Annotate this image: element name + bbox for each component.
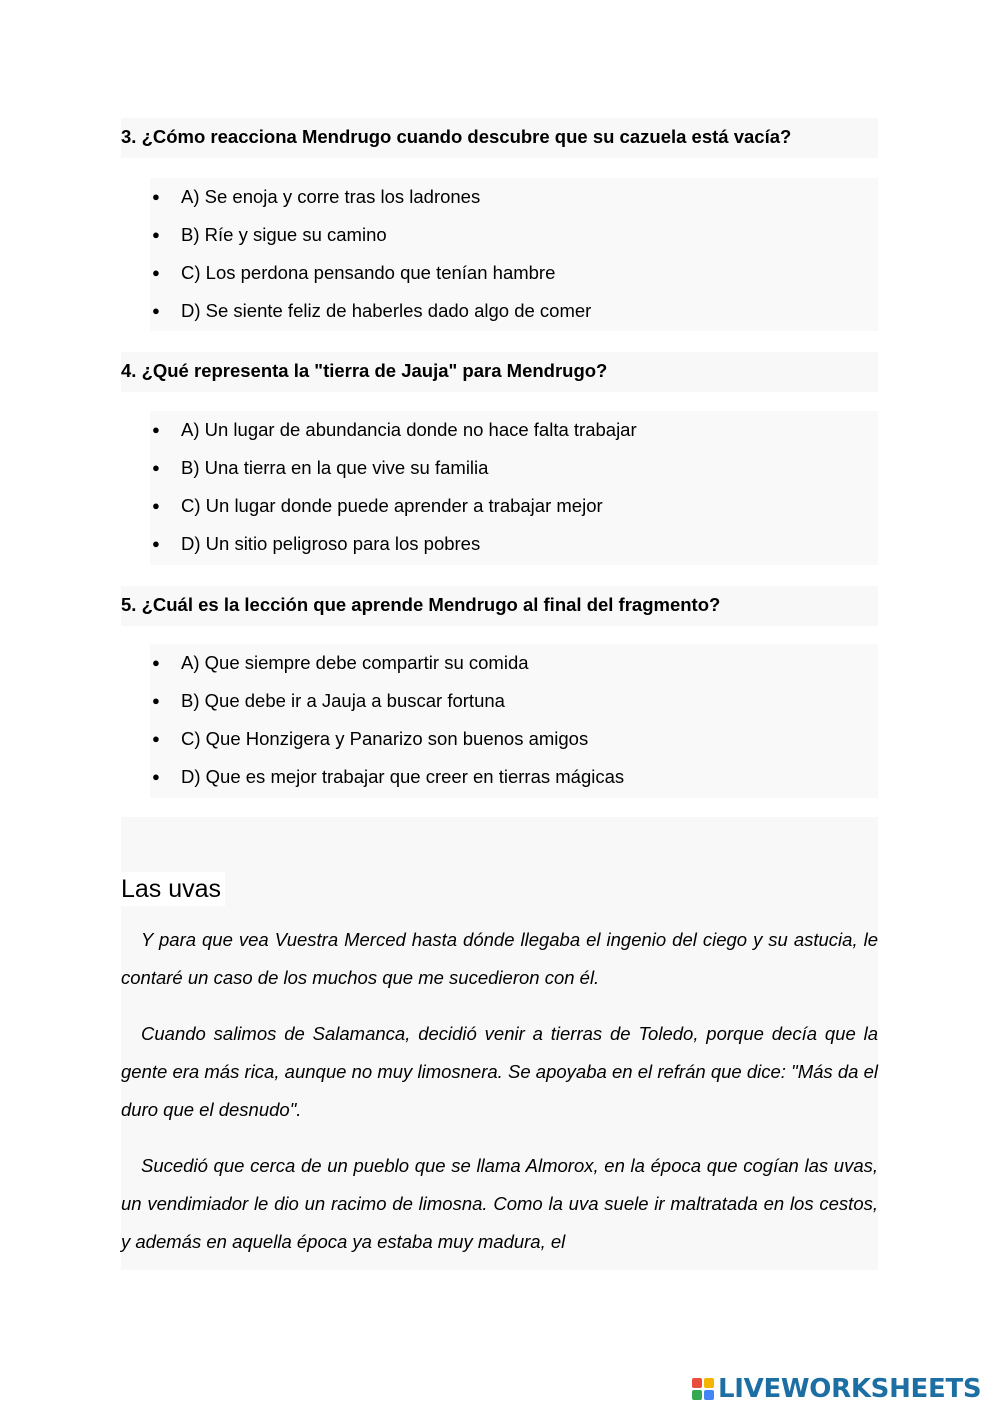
question-5 bbox=[121, 586, 878, 626]
option-3b[interactable]: ● B) Ríe y sigue su camino bbox=[150, 216, 878, 254]
story-paragraph-3: Sucedió que cerca de un pueblo que se llama Almorox, en la época que cogían las uvas, un vendimiador le dio un racimo de limosna. Como la uva suele ir maltratada en los cestos, y además en aquella época ya estaba muy madura, el bbox=[121, 1155, 878, 1252]
story-paragraph-2: Cuando salimos de Salamanca, decidió venir a tierras de Toledo, porque decía que la gente era más rica, aunque no muy limosnera. Se apoyaba en el refrán que dice: "Más da el duro que el desnudo". bbox=[121, 1023, 878, 1120]
option-5d[interactable]: ● D) Que es mejor trabajar que creer en tierras mágicas bbox=[150, 758, 878, 796]
option-5a[interactable]: ● A) Que siempre debe compartir su comida bbox=[150, 644, 878, 682]
story-title: Las uvas bbox=[121, 872, 225, 906]
option-5b[interactable]: ● B) Que debe ir a Jauja a buscar fortuna bbox=[150, 682, 878, 720]
question-4-options bbox=[150, 411, 878, 565]
logo-grid-icon bbox=[692, 1378, 714, 1400]
option-4a[interactable]: ● A) Un lugar de abundancia donde no hace falta trabajar bbox=[150, 411, 878, 449]
liveworksheets-logo[interactable] bbox=[692, 1371, 981, 1407]
option-3d[interactable]: ● D) Se siente feliz de haberles dado algo de comer bbox=[150, 292, 878, 330]
question-4-text: 4. ¿Qué representa la "tierra de Jauja" para Mendrugo? bbox=[121, 360, 608, 381]
option-5c[interactable]: ● C) Que Honzigera y Panarizo son buenos amigos bbox=[150, 720, 878, 758]
option-3a[interactable]: ● A) Se enoja y corre tras los ladrones bbox=[150, 178, 878, 216]
question-3-options bbox=[150, 178, 878, 331]
question-3-text: 3. ¿Cómo reacciona Mendrugo cuando descubre que su cazuela está vacía? bbox=[121, 126, 792, 147]
option-4d[interactable]: ● D) Un sitio peligroso para los pobres bbox=[150, 525, 878, 563]
option-4c[interactable]: ● C) Un lugar donde puede aprender a trabajar mejor bbox=[150, 487, 878, 525]
question-4 bbox=[121, 352, 878, 392]
question-5-options bbox=[150, 644, 878, 798]
question-5-text: 5. ¿Cuál es la lección que aprende Mendrugo al final del fragmento? bbox=[121, 594, 721, 615]
option-4b[interactable]: ● B) Una tierra en la que vive su familia bbox=[150, 449, 878, 487]
question-3 bbox=[121, 118, 878, 158]
option-3c[interactable]: ● C) Los perdona pensando que tenían hambre bbox=[150, 254, 878, 292]
logo-text: LIVEWORKSHEETS bbox=[718, 1374, 982, 1404]
story-paragraph-1: Y para que vea Vuestra Merced hasta dónde llegaba el ingenio del ciego y su astucia, le contaré un caso de los muchos que me sucedieron con él. bbox=[121, 929, 878, 988]
